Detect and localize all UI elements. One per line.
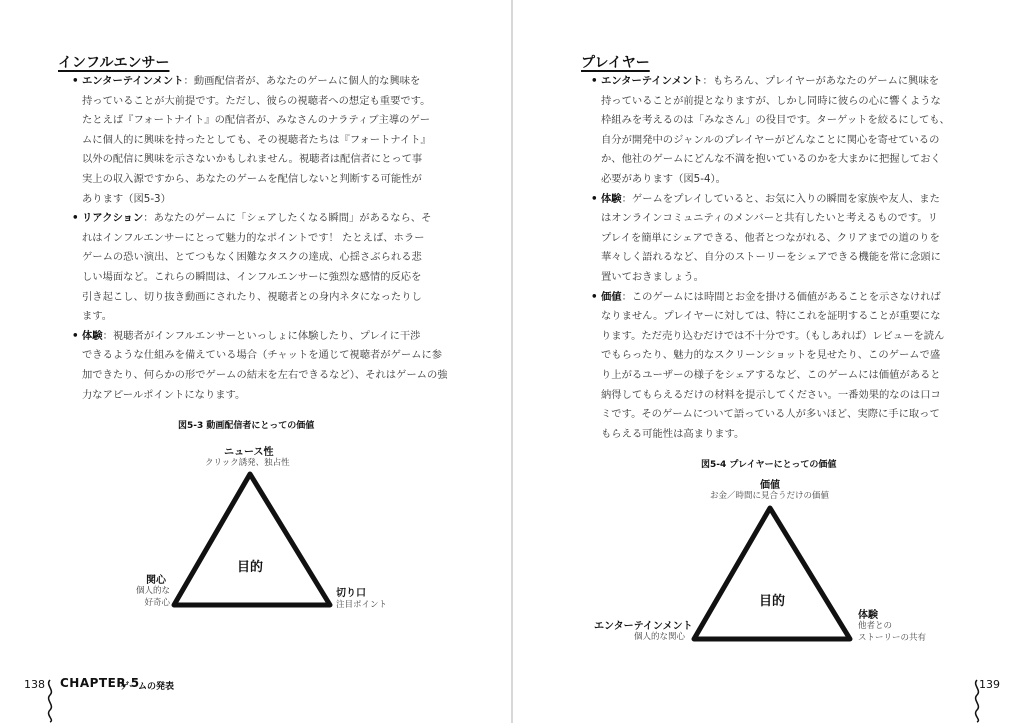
triangle-top-subtitle: クリック誘発、独占性	[205, 458, 290, 468]
page-number: 139	[979, 678, 1000, 691]
bullet-item	[591, 190, 986, 288]
bullet-line	[601, 425, 986, 445]
bullet-line	[601, 386, 986, 406]
bullet-line	[82, 307, 472, 327]
bullet-line	[82, 111, 472, 131]
triangle-left-subtitle	[128, 585, 170, 609]
bullet-term: 体験	[601, 192, 622, 205]
triangle-right-subtitle-line: 他者との	[858, 621, 893, 631]
bullet-term: エンターテインメント	[601, 75, 703, 87]
page-number: 138	[24, 678, 45, 691]
bullet-line	[601, 268, 986, 288]
bullet-line	[601, 346, 986, 366]
section-heading-player: プレイヤー	[581, 55, 650, 71]
bullet-line	[601, 92, 986, 112]
bullet-text: ：動画配信者が、あなたのゲームに個人的な興味を	[183, 75, 421, 87]
bullet-line	[82, 366, 472, 386]
influencer-bullet-list	[72, 72, 472, 405]
bullet-text: 持っていることが大前提です。ただし、彼らの視聴者への想定も重要です。	[82, 94, 431, 107]
chapter-label: CHAPTER 5	[60, 676, 140, 690]
bullet-text: ムに個人的に興味を持ったとしても、その視聴者たちは『フォートナイト』	[82, 133, 431, 146]
bullet-line	[82, 248, 472, 268]
bullet-text: あります（図5-3）	[82, 192, 171, 205]
figure-caption: 図5-3 動画配信者にとっての価値	[178, 421, 315, 431]
bullet-term: リアクション	[82, 212, 144, 225]
bullet-line	[82, 268, 472, 288]
bullet-text: 自分が開発中のジャンルのプレイヤーがどんなことに関心を寄せているの	[601, 133, 940, 146]
bullet-text: 必要があります（図5-4）。	[601, 172, 726, 185]
bullet-text: ：このゲームには時間とお金を掛ける価値があることを示さなければ	[621, 290, 941, 303]
bullet-text: 以外の配信に興味を示さないかもしれません。視聴者は配信者にとって事	[82, 153, 423, 166]
triangle-top-title: 価値	[760, 480, 780, 491]
bullet-line	[82, 72, 472, 92]
bullet-line	[601, 366, 986, 386]
triangle-left-subtitle: 個人的な関心	[634, 632, 686, 642]
bullet-text: れはインフルエンサーにとって魅力的なポイントです！ たとえば、ホラー	[82, 231, 425, 244]
bullet-line	[601, 72, 986, 92]
triangle-center-label: 目的	[759, 594, 786, 609]
chapter-title: ゲームの発表	[120, 682, 175, 692]
bullet-line	[82, 229, 472, 249]
bullet-line	[601, 229, 986, 249]
triangle-right-subtitle	[858, 620, 926, 644]
bullet-text: 引き起こし、切り抜き動画にされたり、視聴者との身内ネタになったりし	[82, 290, 422, 303]
left-page	[0, 0, 511, 723]
section-heading-influencer: インフルエンサー	[58, 55, 170, 71]
triangle-right-subtitle-line: ストーリーの共有	[858, 633, 927, 643]
bullet-line	[601, 307, 986, 327]
bullet-text: でもらったり、魅力的なスクリーンショットを見せたり、このゲームで盛	[601, 349, 941, 362]
bullet-term: エンターテインメント	[82, 75, 184, 87]
bullet-line	[82, 131, 472, 151]
bullet-line	[601, 209, 986, 229]
bullet-line	[601, 190, 986, 210]
bullet-line	[82, 150, 472, 170]
bullet-line	[82, 92, 472, 112]
triangle-center-label: 目的	[237, 560, 264, 575]
figure-caption: 図5-4 プレイヤーにとっての価値	[701, 460, 837, 470]
bullet-item	[72, 327, 472, 405]
bullet-text: 持っていることが前提となりますが、しかし同時に彼らの心に響くような	[601, 94, 941, 107]
bullet-text: 納得してもらえるだけの材料を提示してください。一番効果的なのは口コ	[601, 388, 941, 401]
bullet-text: 力なアピールポイントになります。	[82, 388, 246, 401]
triangle-left-subtitle-line: 好奇心	[144, 598, 170, 608]
bullet-text: できるような仕組みを備えている場合（チャットを通じて視聴者がゲームに参	[82, 349, 443, 362]
bullet-text: もらえる可能性は高まります。	[601, 427, 745, 440]
bullet-line	[601, 150, 986, 170]
bullet-item	[591, 288, 986, 445]
bullet-text: はオンラインコミュニティのメンバーと共有したいと考えるものです。リ	[601, 212, 938, 225]
bullet-line	[601, 170, 986, 190]
bullet-text: 華々しく語れるなど、自分のストーリーをシェアできる機能を常に念頭に	[601, 251, 941, 264]
bullet-text: なりません。プレイヤーに対しては、特にこれを証明することが重要にな	[601, 310, 941, 323]
bullet-text: プレイを簡単にシェアできる、他者とつながれる、クリアまでの道のりを	[601, 231, 940, 244]
bullet-text: ：ゲームをプレイしていると、お気に入りの瞬間を家族や友人、また	[621, 192, 940, 205]
triangle-left-title: 関心	[146, 575, 166, 586]
triangle-top-title: ニュース性	[224, 447, 274, 458]
bullet-text: ：もちろん、プレイヤーがあなたのゲームに興味を	[702, 75, 940, 87]
bullet-term: 体験	[82, 329, 103, 342]
triangle-right-subtitle: 注目ポイント	[336, 600, 388, 610]
bullet-line	[82, 190, 472, 210]
triangle-top-subtitle: お金／時間に見合うだけの価値	[710, 491, 830, 501]
triangle-left-title: エンターテインメント	[594, 621, 693, 632]
bullet-text: ゲームの恐い演出、とてつもなく困難なタスクの達成、心揺さぶられる悲	[82, 251, 422, 264]
bullet-text: たとえば『フォートナイト』の配信者が、みなさんのナラティブ主導のゲー	[82, 114, 431, 127]
bullet-line	[601, 111, 986, 131]
right-page	[513, 0, 1024, 723]
bullet-line	[82, 346, 472, 366]
bullet-text: 加できたり、何らかの形でゲームの結末を左右できるなど）、それはゲームの強	[82, 368, 448, 381]
triangle-right-title: 切り口	[336, 588, 366, 599]
bullet-text: り上がるユーザーの様子をシェアするなど、このゲームには価値があると	[601, 368, 941, 381]
bullet-text: ます。	[82, 310, 113, 323]
bullet-line	[82, 209, 472, 229]
triangle-shape	[174, 474, 330, 605]
bullet-line	[82, 327, 472, 347]
bullet-text: 実上の収入源ですから、あなたのゲームを配信しないと判断する可能性が	[82, 172, 422, 185]
bullet-line	[601, 248, 986, 268]
bullet-line	[601, 288, 986, 308]
player-bullet-list	[591, 72, 986, 444]
bullet-text: ミです。そのゲームについて語っている人が多いほど、実際に手に取って	[601, 408, 940, 421]
page-edge-wave	[44, 680, 56, 722]
bullet-text: か、他社のゲームにどんな不満を抱いているのかを大まかに把握しておく	[601, 153, 941, 166]
bullet-line	[82, 170, 472, 190]
bullet-item	[72, 209, 472, 327]
triangle-right-title: 体験	[858, 610, 878, 621]
triangle-left-subtitle-line: 個人的な	[135, 586, 170, 596]
bullet-text: ：視聴者がインフルエンサーといっしょに体験したり、プレイに干渉	[102, 329, 421, 342]
bullet-item	[591, 72, 986, 190]
bullet-line	[601, 327, 986, 347]
bullet-line	[601, 131, 986, 151]
bullet-term: 価値	[601, 290, 622, 303]
triangle-shape	[694, 508, 850, 639]
bullet-text: 枠組みを考えるのは「みなさん」の役目です。ターゲットを絞るにしても、	[601, 114, 950, 127]
bullet-line	[82, 288, 472, 308]
bullet-text: しい場面など。これらの瞬間は、インフルエンサーに強烈な感情的反応を	[82, 270, 422, 283]
bullet-text: ります。ただ売り込むだけでは不十分です。（もしあれば）レビューを読ん	[601, 329, 945, 342]
bullet-line	[601, 405, 986, 425]
bullet-text: 置いておきましょう。	[601, 270, 704, 283]
bullet-line	[82, 386, 472, 406]
bullet-item	[72, 72, 472, 209]
bullet-text: ：あなたのゲームに「シェアしたくなる瞬間」があるなら、そ	[143, 212, 432, 225]
